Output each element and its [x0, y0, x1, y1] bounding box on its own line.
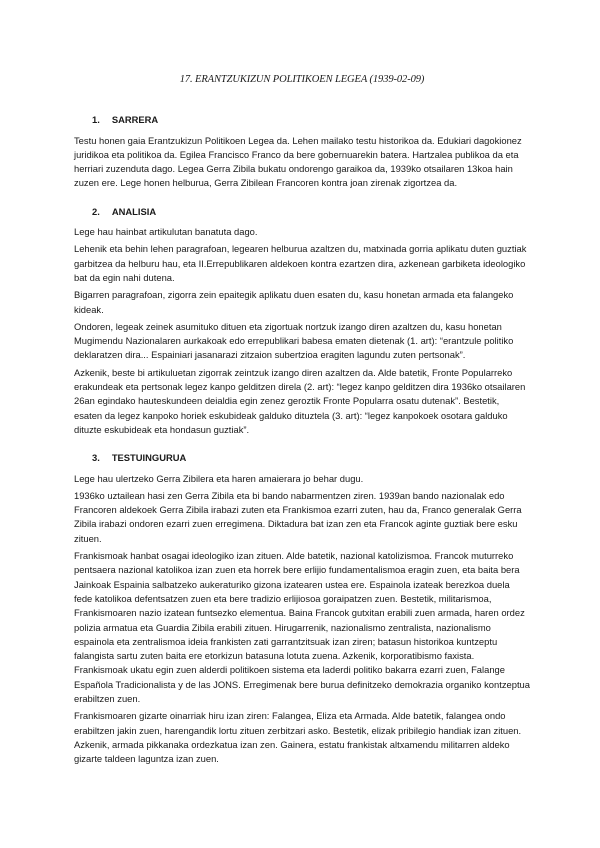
section-analisia — [74, 205, 530, 437]
paragraph: Frankismoaren gizarte oinarriak hiru izan ziren: Falangea, Eliza eta Armada. Alde batetik, falangea ondo erabiltzen jakin zuen, harengandik lortu zituen zerbitzari asko. Bestetik, elizak pribilegio handiak izan zituen. Azkenik, armada pikkanaka ordezkatua izan zen. Gainera, estatu frankistak altxamendu militarren aldeko gizarte taldeen laguntza izan zuen. — [74, 710, 522, 765]
paragraph: Lehenik eta behin lehen paragrafoan, legearen helburua azaltzen du, matxinada gorria aplikatu duten guztiak garbitzea da helburu hau, eta II.Errepublikaren aldekoen kontra ezartzen dira, azkenean garbiketa ideologiko bat da egin nahi dutena. — [74, 243, 527, 283]
paragraph: Ondoren, legeak zeinek asumituko dituen eta zigortuak nortzuk izango diren azaltzen du, kasu honetan Mugimendu Nazionalaren aurkakoak edo errepublikari babesa ematen dietenak (1. art): “erantzule politiko deklaratzen dira... Espainiari jasanarazi zitzaion subertzioa eragiten lagundu zuten pertsonak”. — [74, 320, 514, 361]
section-testuingurua — [74, 451, 530, 766]
paragraph: Lege hau ulertzeko Gerra Zibilera eta haren amaierara jo behar dugu. — [74, 472, 364, 484]
section-sarrera — [74, 113, 530, 190]
section-title: ANALISIA — [111, 205, 157, 217]
section-number: 3. — [92, 452, 100, 464]
paragraph: Testu honen gaia Erantzukizun Politikoen Legea da. Lehen mailako testu historikoa da. Edukiari dagokionez juridikoa eta politikoa da. Egilea Francisco Franco da bere gobernuarekin batera. Hartzalea publikoa da eta herriari zuzenduta dago. Legea Gerra Zibila bukatu ondorengo garaikoa da, 1939ko otsailaren 13koa hain zuzen ere. Lege honen helburua, Gerra Zibilean Francoren kontra joan zirenak zigortzea da. — [74, 134, 522, 189]
document-content — [74, 73, 530, 780]
paragraph: Azkenik, beste bi artikuluetan zigorrak zeintzuk izango diren azaltzen da. Alde batetik, Fronte Popularreko erakundeak eta pertsonak legez kanpo gelditzen direla (2. art): “legez kanpo gelditzen dira 1936ko otsailaren 26an egindako hauteskundeen deialdia egin zenez geroztik Fronte Popularra osatu dutenak”. Bestetik, esaten da legez kanpoko horiek eskubideak galduko dituztela (3. art): “legez kanpokoek osotara galduko dituzte eskubideak eta hondasun guztiak”. — [74, 366, 526, 435]
section-number: 1. — [92, 114, 100, 126]
section-heading — [92, 113, 530, 127]
section-heading — [92, 451, 530, 465]
paragraph: Lege hau hainbat artikulutan banatuta dago. — [74, 226, 258, 238]
document-title: 17. ERANTZUKIZUN POLITIKOEN LEGEA (1939-02-09) — [179, 74, 425, 85]
section-title: SARRERA — [111, 114, 159, 126]
paragraph: Bigarren paragrafoan, zigorra zein epaitegik aplikatu duen esaten du, kasu honetan armada eta falangeko kideak. — [74, 289, 514, 315]
section-heading — [92, 205, 530, 219]
section-title: TESTUINGURUA — [111, 452, 187, 464]
paragraph: 1936ko uztailean hasi zen Gerra Zibila eta bi bando nabarmentzen ziren. 1939an bando nazionalak edo Francoren aldekoek Gerra Zibila irabazi zuten eta Frankismoa ezarri zuten, hau da, Franco generalak Gerra Zibila irabazi ondoren ezarri zuen erregimena. Diktadura bat izan zen eta Francok aginte guztiak bere esku zituen. — [74, 489, 522, 544]
paragraph: Frankismoak hanbat osagai ideologiko izan zituen. Alde batetik, nazional katolizismoa. Francok muturreko pentsaera nazional katolikoa izan zuen eta horrek bere erlijio fundamentalismoa eragin zuen, eta baita bera Jainkoak Espainia salbatzeko aukeraturiko gizona izatearen ustea ere. Espainola izateak berezkoa duela fede katolikoa defentsatzen zuen eta bere tradizio erlijiosoa goraipatzen zuen. Bestetik, militarismoa, Frankismoaren nazio izatean funtsezko elementua. Baina Francok gutxitan erabili zuen armada, haren ordez polizia armatua eta Guardia Zibila erabili zituen. Hirugarrenik, nazionalismo zentralista, nazionalismo espainola eta zentralismoa ideia frankisten zati garrantzitsuak izan ziren; batasun historikoa kuntzeptu falangista sartu zuten baita ere etorkizun batasuna lotuta zuena. Azkenik, korporatibismo faxista. Frankismoak ukatu egin zuen alderdi politikoen sistema eta laderdi politiko bakarra ezarri zuen, Falange Española Tradicionalista y de las JONS. Erregimenak bere burua definitzeko demokrazia organiko kontzeptua erabiltzen zuen. — [74, 550, 530, 704]
section-number: 2. — [92, 205, 100, 217]
